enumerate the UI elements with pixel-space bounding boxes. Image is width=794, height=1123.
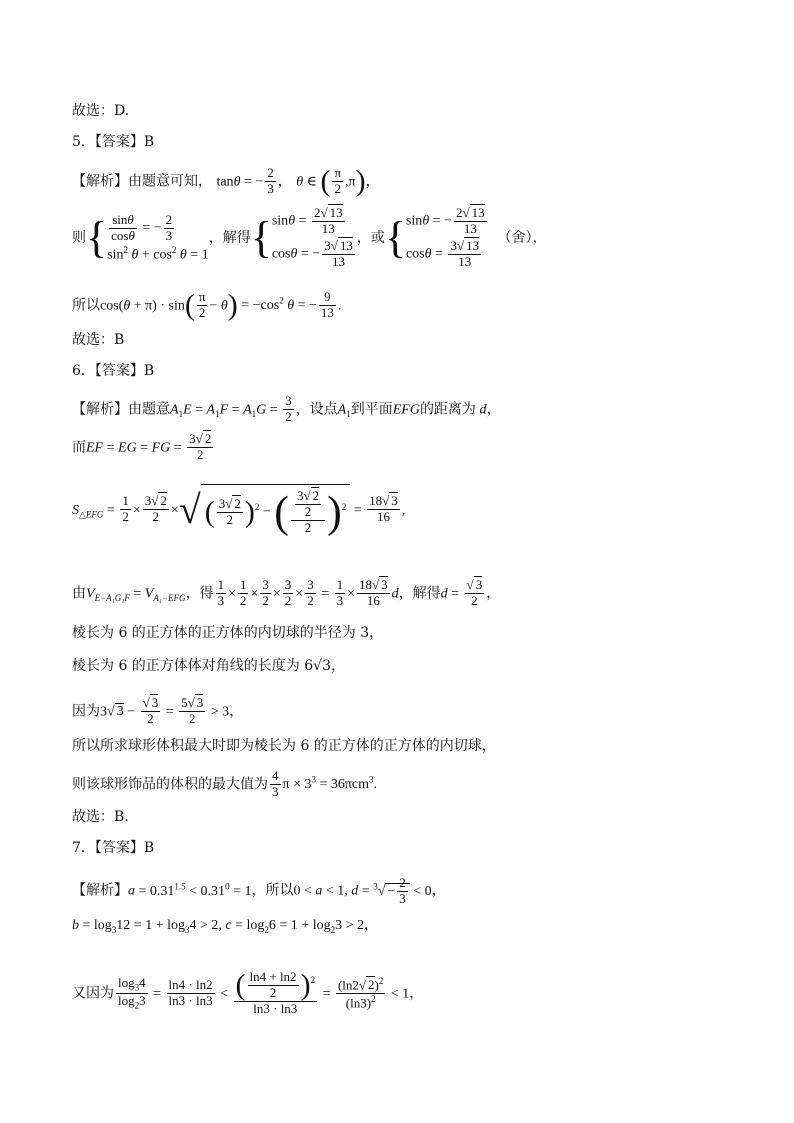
q5-analysis: 【解析】由题意可知， tanθ = − $\frac{2}{3}$ ， θ ∈ ( $\frac{\pi}{2}$ ,π)， <box>72 164 380 198</box>
q6-analysis: 【解析】由题意$A_1E = A_1F = A_1G$ = $\frac{3}{2}$ ，设点$A_1$到平面EFG的距离为 d， <box>72 393 501 424</box>
answer-choice-d: 故选：D. <box>72 103 130 119</box>
q5-system: 则{ $\frac{\sin\theta}{\cos\theta}$ = − $\frac{2}{3}$ $\sin^2 \theta + \cos^2 \theta = 1$ ，解得{ sinθ = $\frac{2√ 13}{13}$ cosθ = − $\frac{3√ 13}{13}$ ，或{ sinθ = − $\frac{2√ 13}{13}$ cosθ = $\frac{3√ 13}{13}$ （舍）， <box>72 205 547 269</box>
q7-b-c: $b = \log_312 = 1 + \log_34 > 2$, $c = \log_26 = 1 + \log_23 > 2$， <box>72 917 378 935</box>
q6-area: $S_{\triangle EFG}$ = $\frac{1}{2}$ × $\frac{3√ 2}{2}$ ×√ ( $\frac{3√ 2}{2}$ )$^2$ − ( $\frac{\frac{3√ 2}{2}}{2}$ )$^2$ = $\frac{18√ 3}{16}$ , <box>72 484 405 536</box>
q6-compare: 因为3√ 3 − $\frac{√ 3}{2}$ = $\frac{5√ 3}{2}$ > 3， <box>72 695 244 726</box>
q7-answer: 7．【答案】B <box>72 840 155 856</box>
q6-conclusion: 所以所求球形体积最大时即为棱长为 6 的正方体的正方体的内切球， <box>72 738 496 754</box>
q6-volume-equation: 由$V_{E-A_1G_1F} = V_{A_1-EFG}$，得 $\frac{1}{3}$ × $\frac{1}{2}$ × $\frac{3}{2}$ × $\frac{3}{2}$ × $\frac{3}{2}$ = $\frac{1}{3}$ × $\frac{18√ 3}{16}$ d，解得d = $\frac{√ 3}{2}$ ， <box>72 577 501 608</box>
q6-diagonal: 棱长为 6 的正方体体对角线的长度为 6√3， <box>72 658 345 674</box>
q5-result: 所以cos(θ + π) · sin( $\frac{\pi}{2}$ − $\theta) = -\cos^2$ θ = − $\frac{9}{13}$ . <box>72 288 342 322</box>
q6-max-volume: 则该球形饰品的体积的最大值为 $\frac{4}{3}$ $\pi \times 3^3 = 36\pi cm^3$. <box>72 768 378 799</box>
q6-edges: 而EF = EG = FG = $\frac{3√ 2}{2}$ <box>72 431 212 462</box>
q6-answer: 6．【答案】B <box>72 363 155 379</box>
q7-analysis: 【解析】$a = 0.31^{1.5} < 0.31^0 = 1$，所以0 < a < 1, d = $^3$√ − $\frac{2}{3}$ < 0， <box>72 875 446 906</box>
answer-choice-b: 故选：B <box>72 332 125 348</box>
q6-inscribed-radius: 棱长为 6 的正方体的正方体的内切球的半径为 3， <box>72 625 384 641</box>
q5-answer: 5．【答案】B <box>72 134 155 150</box>
answer-choice-b-2: 故选：B. <box>72 809 129 825</box>
q7-compare: 又因为 $\frac{\log_34}{\log_23}$ = $\frac{\ln 4 \cdot \ln 2}{\ln 3 \cdot \ln 3}$ < ( $\frac{\ln 4 + \ln 2}{2}$ )$^2$ ln3 · ln3 = $\frac{(\ln 2√ 2)^2}{(\ln 3)^2}$ < 1， <box>72 968 424 1016</box>
